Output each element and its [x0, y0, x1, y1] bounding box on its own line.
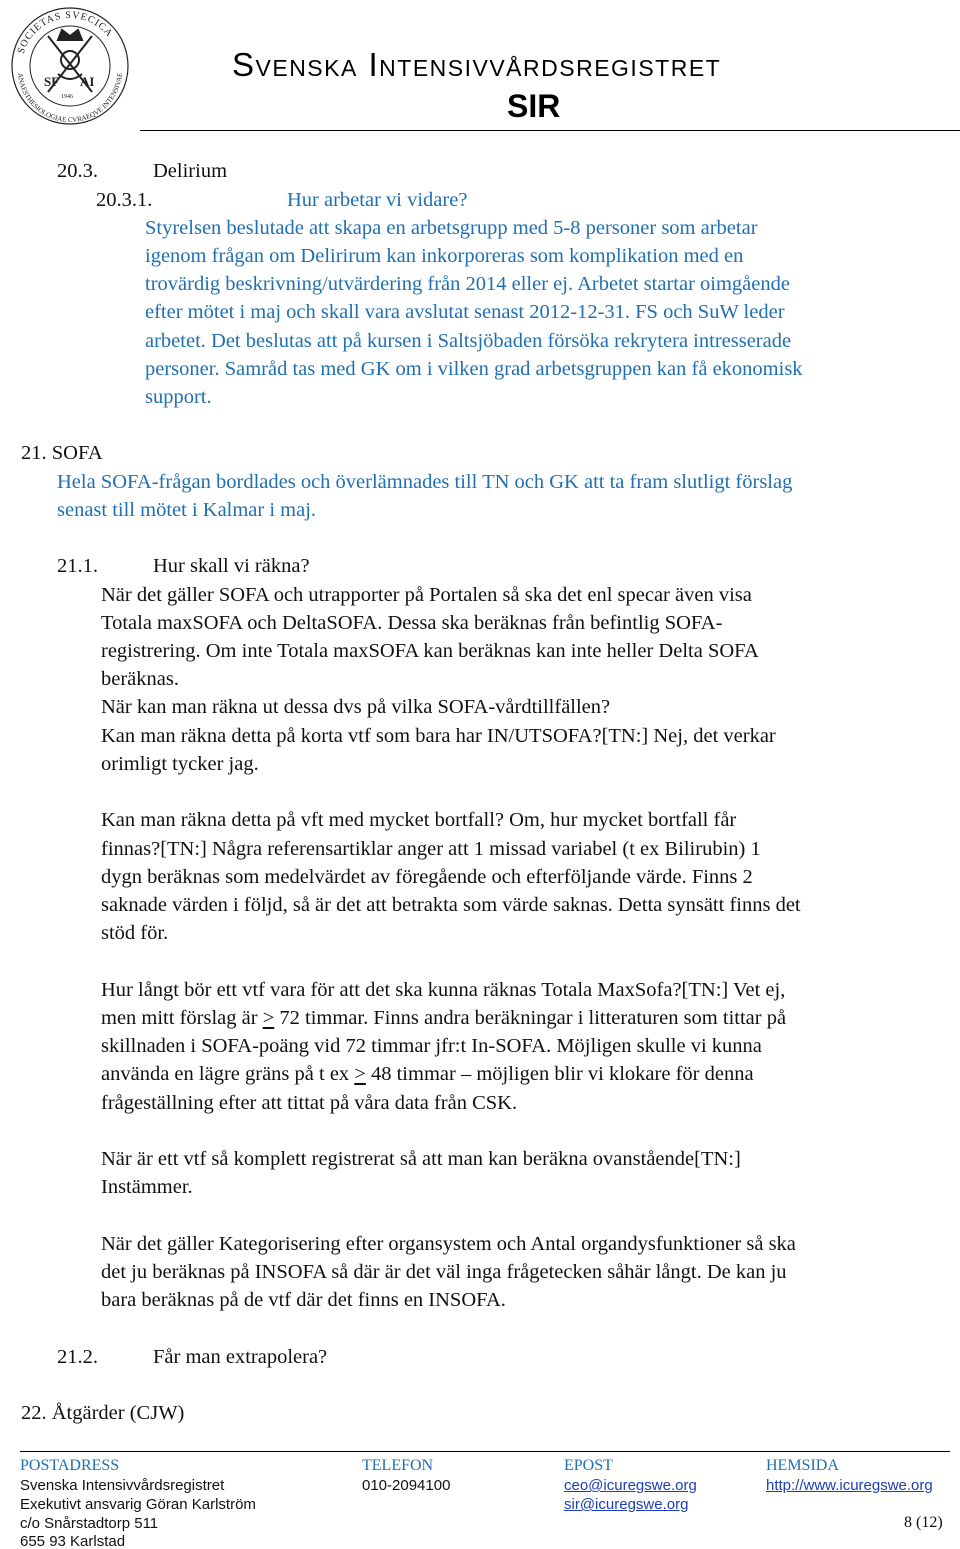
text-span: 48 timmar – möjligen blir vi klokare för denna [365, 1063, 754, 1085]
text-line: Kan man räkna detta på vft med mycket bortfall? Om, hur mycket bortfall får [101, 809, 737, 831]
footer-postadress-label: POSTADRESS [20, 1457, 120, 1474]
subsection-title: Hur arbetar vi vidare? [287, 189, 468, 211]
logo-ring-bottom-text: ANAESTHESIOLOGIAE CVRAEQVE INTENSIVAE [16, 72, 124, 125]
organization-abbreviation: SIR [507, 88, 561, 124]
text-span: använda en lägre gräns på t ex [101, 1063, 355, 1085]
text-line: support. [145, 386, 212, 408]
text-line: Hur långt bör ett vtf vara för att det ska kunna räknas Totala MaxSofa?[TN:] Vet ej, [101, 979, 786, 1001]
text-line: dygn beräknas som medelvärdet av föregående och efterföljande värde. Finns 2 [101, 866, 753, 888]
subsection-title: Hur skall vi räkna? [153, 555, 310, 577]
text-line: När är ett vtf så komplett registrerat så att man kan beräkna ovanstående[TN:] [101, 1148, 741, 1170]
text-line: När kan man räkna ut dessa dvs på vilka SOFA-vårdtillfällen? [101, 696, 611, 718]
text-line: saknade värden i följd, så är det att betrakta som värde saknas. Detta synsätt finns det [101, 894, 801, 916]
text-span: 72 timmar. Finns andra beräkningar i litteraturen som tittar på [274, 1007, 787, 1029]
text-line: Styrelsen beslutade att skapa en arbetsgrupp med 5-8 personer som arbetar [145, 217, 758, 239]
text-line: Instämmer. [101, 1176, 193, 1198]
section-number: 20.3. [57, 160, 98, 182]
greater-or-equal-symbol: > [262, 1007, 275, 1029]
subsection-number: 20.3.1. [96, 189, 153, 211]
text-line: Totala maxSOFA och DeltaSOFA. Dessa ska beräknas från befintlig SOFA- [101, 612, 723, 634]
footer-divider [20, 1451, 950, 1452]
text-line: det ju beräknas på INSOFA så där är det väl inga frågetecken såhär långt. De kan ju [101, 1261, 787, 1283]
section-heading: 22. Åtgärder (CJW) [21, 1402, 185, 1424]
logo-ai-text: AI [80, 74, 95, 89]
text-line: personer. Samråd tas med GK om i vilken grad arbetsgruppen kan få ekonomisk [145, 358, 803, 380]
text-line: beräknas. [101, 668, 179, 690]
section-heading: 21. SOFA [21, 442, 103, 464]
organization-title: Svenska Intensivvårdsregistret [232, 46, 722, 83]
text-line: När det gäller SOFA och utrapporter på Portalen så ska det enl specar även visa [101, 584, 752, 606]
logo-sf-text: SF [44, 74, 60, 89]
text-line: registrering. Om inte Totala maxSOFA kan beräknas kan inte heller Delta SOFA [101, 640, 759, 662]
text-line: senast till mötet i Kalmar i maj. [57, 499, 317, 521]
footer-email-ceo-link[interactable]: ceo@icuregswe.org [564, 1477, 697, 1494]
text-line: efter mötet i maj och skall vara avslutat senast 2012-12-31. FS och SuW leder [145, 301, 785, 323]
subsection-number: 21.2. [57, 1346, 98, 1368]
greater-or-equal-symbol: > [354, 1063, 366, 1085]
section-title: Delirium [153, 160, 228, 182]
footer-telefon-label: TELEFON [362, 1457, 434, 1474]
text-span: men mitt förslag är [101, 1007, 263, 1029]
logo-year-text: 1946 [61, 94, 73, 100]
header-divider [140, 130, 960, 131]
footer-address-line: Svenska Intensivvårdsregistret [20, 1477, 225, 1494]
footer-telefon: 010-2094100 [362, 1477, 451, 1494]
page-number: 8 (12) [904, 1514, 943, 1531]
text-line: stöd för. [101, 922, 169, 944]
text-line: När det gäller Kategorisering efter organsystem och Antal organdysfunktioner så ska [101, 1233, 796, 1255]
text-line: bara beräknas på de vtf där det finns en INSOFA. [101, 1289, 506, 1311]
text-line: arbetet. Det beslutas att på kursen i Saltsjöbaden försöka rekrytera intresserade [145, 330, 792, 352]
text-line: Kan man räkna detta på korta vtf som bara har IN/UTSOFA?[TN:] Nej, det verkar [101, 725, 776, 747]
text-line: orimligt tycker jag. [101, 753, 259, 775]
text-line: finnas?[TN:] Några referensartiklar anger att 1 missad variabel (t ex Bilirubin) 1 [101, 838, 761, 860]
text-line: igenom frågan om Delirirum kan inkorporeras som komplikation med en [145, 245, 744, 267]
footer-email-sir-link[interactable]: sir@icuregswe.org [564, 1496, 689, 1513]
society-logo [0, 0, 140, 128]
subsection-title: Får man extrapolera? [153, 1346, 328, 1368]
footer-address-line: Exekutivt ansvarig Göran Karlström [20, 1496, 256, 1513]
subsection-number: 21.1. [57, 555, 98, 577]
footer-hemsida-label: HEMSIDA [766, 1457, 839, 1474]
text-span: Arbetet startar oimgående [577, 273, 790, 295]
text-span: trovärdig beskrivning/utvärdering från 2014 eller ej. [145, 273, 574, 295]
footer-address-line: 655 93 Karlstad [20, 1533, 126, 1549]
footer-epost-label: EPOST [564, 1457, 613, 1474]
text-line: frågeställning efter att tittat på våra data från CSK. [101, 1092, 518, 1114]
text-line: Hela SOFA-frågan bordlades och överlämnades till TN och GK att ta fram slutligt förslag [57, 471, 793, 493]
text-line: skillnaden i SOFA-poäng vid 72 timmar jfr:t In-SOFA. Möjligen skulle vi kunna [101, 1035, 762, 1057]
logo-ring-top-text: SOCIETAS SVECICA [15, 9, 115, 56]
footer-website-link[interactable]: http://www.icuregswe.org [766, 1477, 933, 1494]
footer-address-line: c/o Snårstadtorp 511 [20, 1515, 159, 1532]
